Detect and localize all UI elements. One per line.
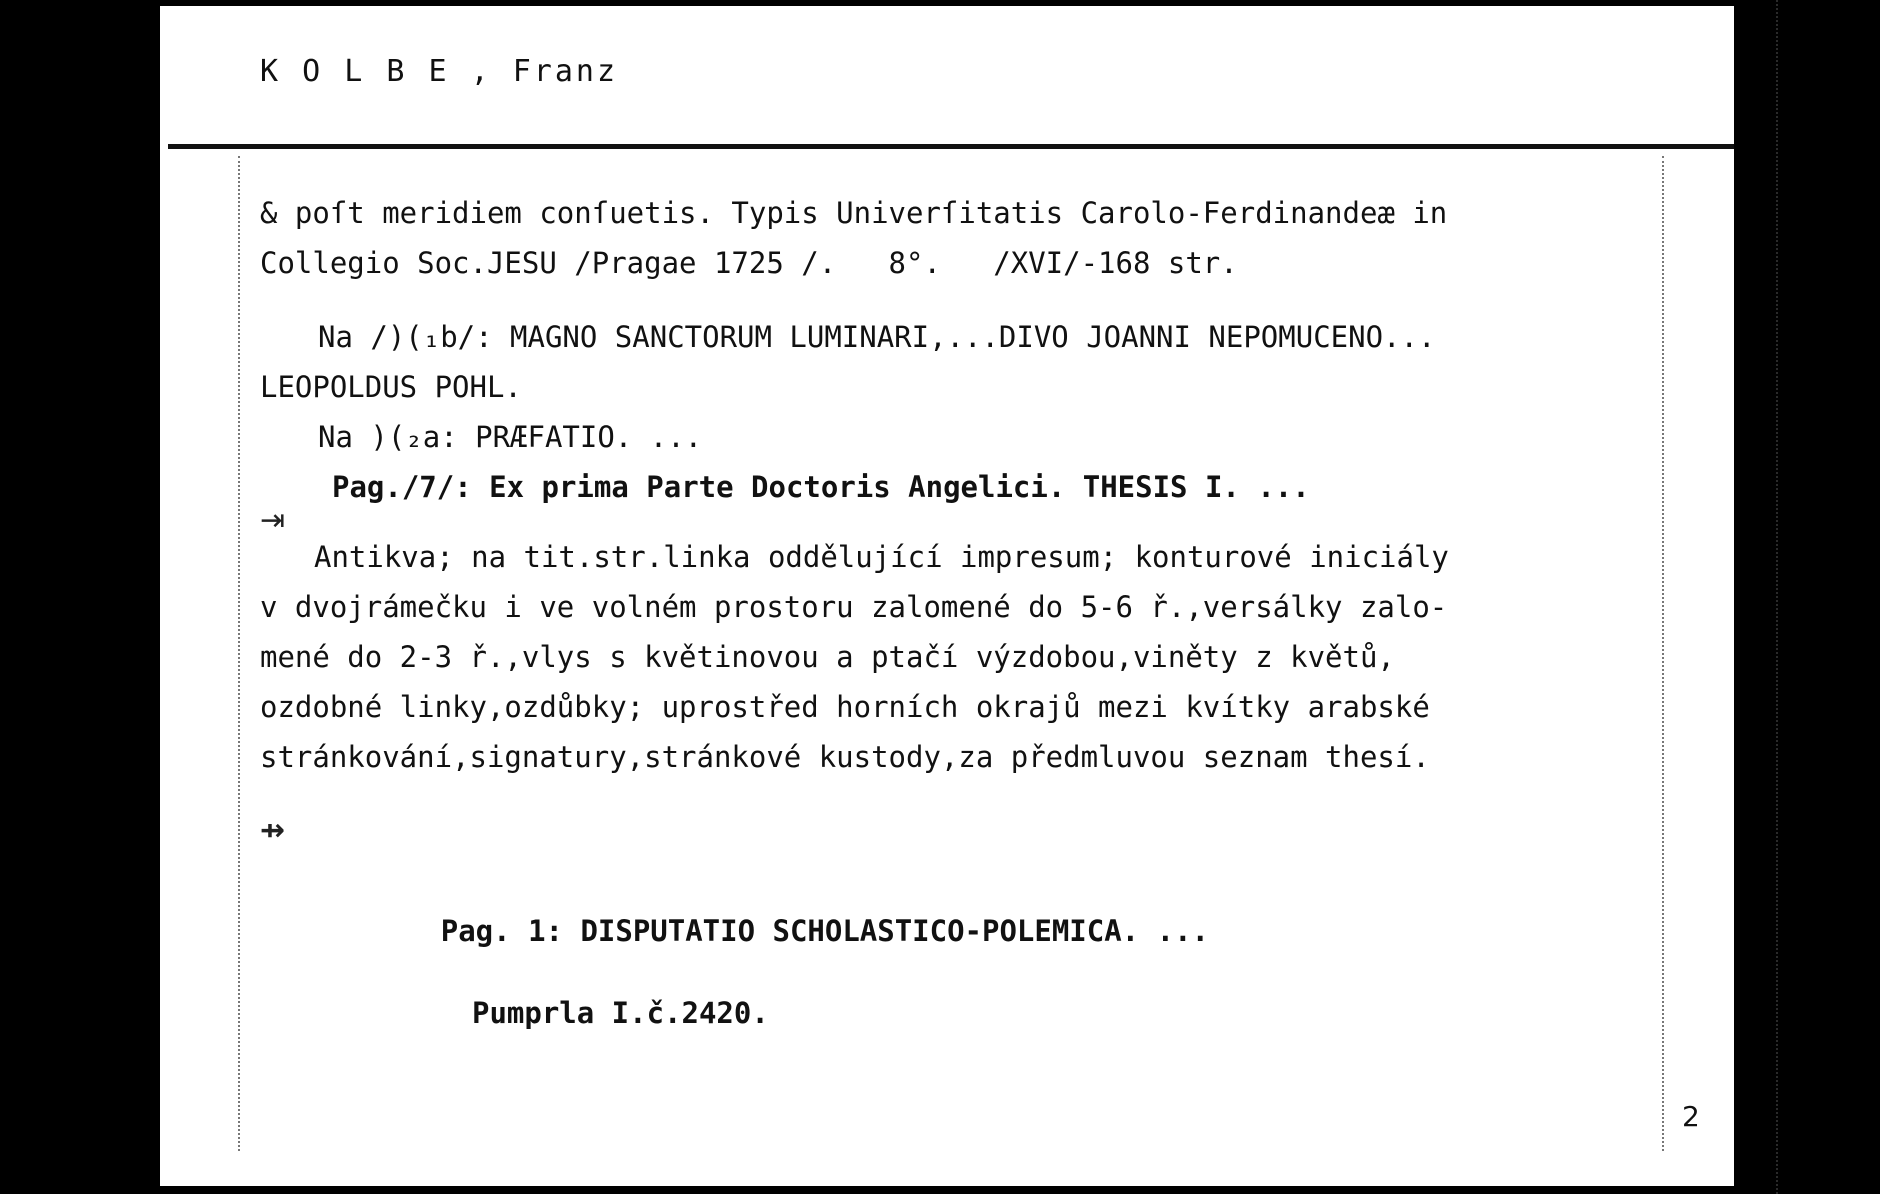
pencil-cross-mark: ⇸ bbox=[260, 813, 286, 848]
page-number: 2 bbox=[1682, 1100, 1700, 1133]
imprint-line-2: Collegio Soc.JESU /Pragae 1725 /. 8°. /XVI/-168 str. bbox=[260, 246, 1238, 280]
disputatio-text: Pag. 1: DISPUTATIO SCHOLASTICO-POLEMICA. ... bbox=[440, 914, 1209, 948]
author-heading: K O L B E , Franz bbox=[260, 54, 619, 89]
description-line-3: mené do 2-3 ř.,vlys s květinovou a ptačí výzdobou,viněty z květů, bbox=[260, 640, 1395, 674]
right-margin-line bbox=[1662, 156, 1664, 1151]
scan-edge-strip bbox=[1776, 0, 1880, 1194]
citation-reference: Pumprla I.č.2420. bbox=[472, 996, 769, 1030]
left-margin-line bbox=[238, 156, 240, 1151]
disputatio-line bbox=[260, 806, 1640, 948]
catalog-card bbox=[160, 6, 1734, 1186]
imprint-line-1: & poſt meridiem conſuetis. Typis Univerſitatis Carolo-Ferdinandeæ in bbox=[260, 196, 1448, 230]
preface-line: Na )(₂a: PRÆFATIO. ... bbox=[318, 420, 703, 454]
description-line-5: stránkování,signatury,stránkové kustody,za předmluvou seznam thesí. bbox=[260, 740, 1430, 774]
dedication-line-2: LEOPOLDUS POHL. bbox=[260, 370, 522, 404]
card-body bbox=[260, 188, 1640, 948]
description-line-4: ozdobné linky,ozdůbky; uprostřed horních okrajů mezi kvítky arabské bbox=[260, 690, 1430, 724]
description-line-1: Antikva; na tit.str.linka oddělující impresum; konturové iniciály bbox=[314, 540, 1449, 574]
header-rule bbox=[168, 144, 1734, 149]
thesis-line: Pag./7/: Ex prima Parte Doctoris Angelici. THESIS I. ... bbox=[332, 470, 1310, 504]
pencil-arrow-mark: ⇥ bbox=[260, 503, 286, 538]
description-line-2: v dvojrámečku i ve volném prostoru zalomené do 5-6 ř.,versálky zalo- bbox=[260, 590, 1448, 624]
dedication-line-1: Na /)(₁b/: MAGNO SANCTORUM LUMINARI,...DIVO JOANNI NEPOMUCENO... bbox=[318, 320, 1436, 354]
